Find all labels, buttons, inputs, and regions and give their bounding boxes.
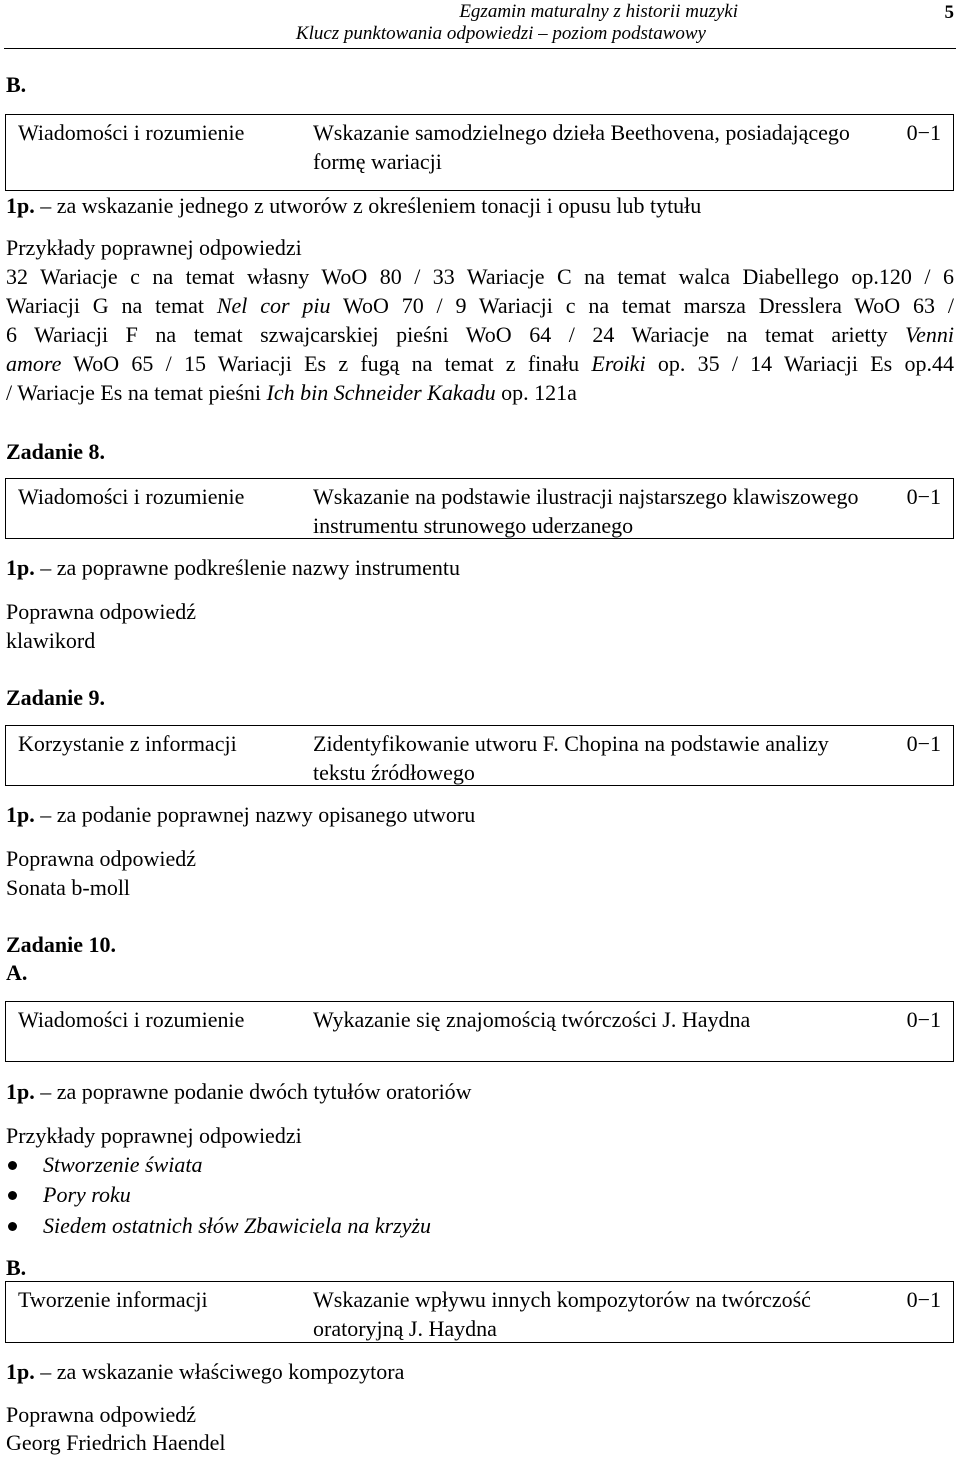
criteria-table-row — [5, 725, 954, 786]
example-line: Wariacji G na temat Nel cor piu WoO 70 / 9 Wariacji c na temat marsza Dresslera WoO 63 / — [6, 293, 954, 318]
task-description: Wskazanie samodzielnego dzieła Beethovena, posiadającego formę wariacji — [313, 120, 850, 174]
scoring-rule — [6, 191, 701, 220]
section-label-b: B. — [6, 1255, 27, 1280]
task-heading: Zadanie 9. — [6, 685, 106, 710]
page-number: 5 — [944, 2, 954, 23]
example-line: / Wariacje Es na temat pieśni Ich bin Schneider Kakadu op. 121a — [6, 380, 577, 405]
scoring-rule — [6, 800, 475, 829]
correct-answer: Sonata b-moll — [6, 875, 131, 900]
bullet-icon — [8, 1161, 17, 1170]
italic-title: amore — [6, 351, 62, 376]
skill-category: Wiadomości i rozumienie — [18, 120, 245, 145]
criteria-table-row — [5, 1281, 954, 1343]
section-label-a: A. — [6, 960, 28, 985]
example-line: 32 Wariacje c na temat własny WoO 80 / 33 Wariacje C na temat walca Diabellego op.120 / 6 — [6, 264, 954, 289]
scoring-text: – za podanie poprawnej nazwy opisanego utworu — [34, 802, 476, 827]
task-description: Zidentyfikowanie utworu F. Chopina na podstawie analizy tekstu źródłowego — [313, 731, 829, 785]
task-description: Wskazanie na podstawie ilustracji najstarszego klawiszowego instrumentu strunowego uderzanego — [313, 484, 859, 538]
task-heading: Zadanie 10. — [6, 932, 117, 957]
scoring-text: – za wskazanie jednego z utworów z określeniem tonacji i opusu lub tytułu — [34, 193, 702, 218]
skill-category: Tworzenie informacji — [18, 1287, 208, 1312]
criteria-table-row — [5, 114, 954, 191]
italic-title: Eroiki — [591, 351, 646, 376]
points-range: 0−1 — [906, 1007, 941, 1032]
correct-answer: Georg Friedrich Haendel — [6, 1430, 226, 1455]
task-heading: Zadanie 8. — [6, 439, 106, 464]
scoring-rule — [6, 1077, 472, 1106]
header-title: Egzamin maturalny z historii muzyki — [459, 1, 738, 22]
points-label: 1p. — [6, 1359, 35, 1384]
skill-category: Wiadomości i rozumienie — [18, 484, 245, 509]
correct-answer: klawikord — [6, 628, 96, 653]
points-range: 0−1 — [906, 120, 941, 145]
bullet-icon — [8, 1191, 17, 1200]
answer-label: Poprawna odpowiedź — [6, 599, 197, 624]
points-range: 0−1 — [906, 484, 941, 509]
italic-title: Ich bin Schneider Kakadu — [266, 380, 496, 405]
points-label: 1p. — [6, 802, 35, 827]
task-description: Wskazanie wpływu innych kompozytorów na twórczość oratoryjną J. Haydna — [313, 1287, 811, 1341]
answer-label: Poprawna odpowiedź — [6, 846, 197, 871]
points-range: 0−1 — [906, 1287, 941, 1312]
answer-label: Poprawna odpowiedź — [6, 1402, 197, 1427]
header-subtitle: Klucz punktowania odpowiedzi – poziom podstawowy — [295, 23, 706, 44]
scoring-rule — [6, 553, 460, 582]
criteria-table-row — [5, 478, 954, 539]
scoring-rule — [6, 1357, 404, 1386]
examples-label: Przykłady poprawnej odpowiedzi — [6, 235, 302, 260]
criteria-table-row — [5, 1001, 954, 1062]
scoring-text: – za poprawne podkreślenie nazwy instrumentu — [34, 555, 460, 580]
points-label: 1p. — [6, 193, 35, 218]
scoring-text: – za poprawne podanie dwóch tytułów oratoriów — [34, 1079, 472, 1104]
skill-category: Wiadomości i rozumienie — [18, 1007, 245, 1032]
list-item: Stworzenie świata — [43, 1152, 203, 1177]
bullet-icon — [8, 1222, 17, 1231]
skill-category: Korzystanie z informacji — [18, 731, 237, 756]
italic-title: Nel cor piu — [216, 293, 331, 318]
points-label: 1p. — [6, 1079, 35, 1104]
header-divider — [4, 48, 956, 49]
example-line: amore WoO 65 / 15 Wariacji Es z fugą na temat z finału Eroiki op. 35 / 14 Wariacji Es op.44 — [6, 351, 954, 376]
points-range: 0−1 — [906, 731, 941, 756]
task-description: Wykazanie się znajomością twórczości J. Haydna — [313, 1007, 751, 1032]
list-item: Siedem ostatnich słów Zbawiciela na krzyżu — [43, 1213, 432, 1238]
section-label-b: B. — [6, 72, 27, 97]
points-label: 1p. — [6, 555, 35, 580]
examples-label: Przykłady poprawnej odpowiedzi — [6, 1123, 302, 1148]
italic-title: Venni — [905, 322, 955, 347]
scoring-text: – za wskazanie właściwego kompozytora — [34, 1359, 405, 1384]
list-item: Pory roku — [43, 1182, 131, 1207]
example-line: 6 Wariacji F na temat szwajcarskiej pieśni WoO 64 / 24 Wariacje na temat arietty Venni — [6, 322, 955, 347]
